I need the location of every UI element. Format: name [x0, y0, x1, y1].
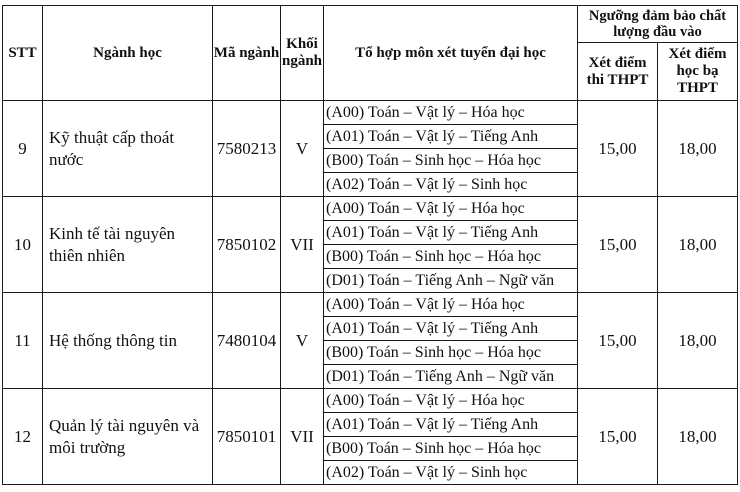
- to-hop-cell: (A00) Toán – Vật lý – Hóa học: [324, 197, 578, 221]
- to-hop-cell: (B00) Toán – Sinh học – Hóa học: [324, 245, 578, 269]
- table-row: [3, 389, 738, 413]
- header-xet-diem-hoc-ba: Xét điểm học bạ THPT: [658, 43, 738, 101]
- khoi-nganh-cell: VII: [281, 197, 324, 293]
- header-nganh-hoc: Ngành học: [43, 6, 213, 101]
- to-hop-cell: (B00) Toán – Sinh học – Hóa học: [324, 437, 578, 461]
- to-hop-cell: (A01) Toán – Vật lý – Tiếng Anh: [324, 125, 578, 149]
- table-header: [3, 6, 738, 101]
- nganh-hoc-cell: Hệ thống thông tin: [43, 293, 213, 389]
- to-hop-cell: (A01) Toán – Vật lý – Tiếng Anh: [324, 413, 578, 437]
- stt-cell: 10: [3, 197, 43, 293]
- diem-thi-cell: 15,00: [578, 101, 658, 197]
- khoi-nganh-cell: VII: [281, 389, 324, 485]
- to-hop-cell: (A02) Toán – Vật lý – Sinh học: [324, 173, 578, 197]
- to-hop-cell: (D01) Toán – Tiếng Anh – Ngữ văn: [324, 365, 578, 389]
- to-hop-cell: (D01) Toán – Tiếng Anh – Ngữ văn: [324, 269, 578, 293]
- diem-thi-cell: 15,00: [578, 389, 658, 485]
- table-row: [3, 197, 738, 221]
- nganh-hoc-cell: Quản lý tài nguyên và môi trường: [43, 389, 213, 485]
- nganh-hoc-cell: Kinh tế tài nguyên thiên nhiên: [43, 197, 213, 293]
- table-row: [3, 293, 738, 317]
- header-khoi-nganh: Khối ngành: [281, 6, 324, 101]
- ma-nganh-cell: 7850101: [213, 389, 281, 485]
- header-to-hop: Tổ hợp môn xét tuyển đại học: [324, 6, 578, 101]
- to-hop-cell: (A02) Toán – Vật lý – Sinh học: [324, 461, 578, 485]
- khoi-nganh-cell: V: [281, 101, 324, 197]
- diem-thi-cell: 15,00: [578, 197, 658, 293]
- ma-nganh-cell: 7580213: [213, 101, 281, 197]
- ma-nganh-cell: 7850102: [213, 197, 281, 293]
- admission-table: [2, 5, 738, 485]
- ma-nganh-cell: 7480104: [213, 293, 281, 389]
- to-hop-cell: (A00) Toán – Vật lý – Hóa học: [324, 101, 578, 125]
- to-hop-cell: (B00) Toán – Sinh học – Hóa học: [324, 149, 578, 173]
- table-row: [3, 101, 738, 125]
- stt-cell: 11: [3, 293, 43, 389]
- table-body: [3, 101, 738, 485]
- header-nguong: Ngưỡng đảm bảo chất lượng đầu vào: [578, 6, 738, 43]
- stt-cell: 12: [3, 389, 43, 485]
- stt-cell: 9: [3, 101, 43, 197]
- diem-hoc-ba-cell: 18,00: [658, 197, 738, 293]
- diem-thi-cell: 15,00: [578, 293, 658, 389]
- to-hop-cell: (A01) Toán – Vật lý – Tiếng Anh: [324, 221, 578, 245]
- nganh-hoc-cell: Kỹ thuật cấp thoát nước: [43, 101, 213, 197]
- to-hop-cell: (A01) Toán – Vật lý – Tiếng Anh: [324, 317, 578, 341]
- khoi-nganh-cell: V: [281, 293, 324, 389]
- header-ma-nganh: Mã ngành: [213, 6, 281, 101]
- diem-hoc-ba-cell: 18,00: [658, 389, 738, 485]
- header-stt: STT: [3, 6, 43, 101]
- diem-hoc-ba-cell: 18,00: [658, 293, 738, 389]
- diem-hoc-ba-cell: 18,00: [658, 101, 738, 197]
- to-hop-cell: (A00) Toán – Vật lý – Hóa học: [324, 389, 578, 413]
- to-hop-cell: (A00) Toán – Vật lý – Hóa học: [324, 293, 578, 317]
- to-hop-cell: (B00) Toán – Sinh học – Hóa học: [324, 341, 578, 365]
- header-xet-diem-thi: Xét điểm thi THPT: [578, 43, 658, 101]
